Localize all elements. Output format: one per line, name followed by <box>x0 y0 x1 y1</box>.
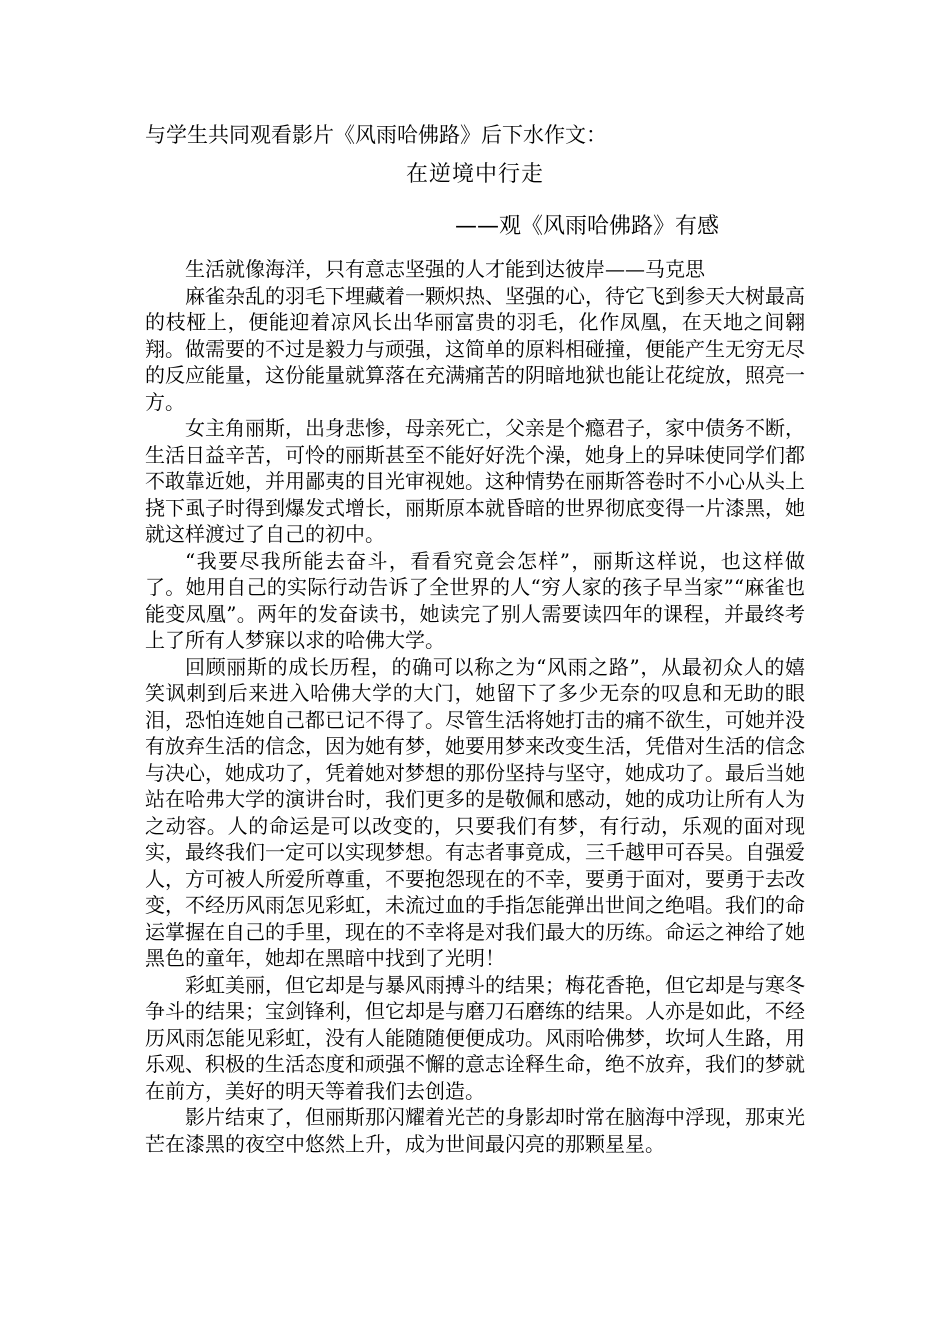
document-page <box>145 120 805 1157</box>
paragraph: 影片结束了，但丽斯那闪耀着光芒的身影却时常在脑海中浮现，那束光芒在漆黑的夜空中悠然上升，成为世间最闪亮的那颗星星。 <box>145 1105 805 1156</box>
paragraph: 麻雀杂乱的羽毛下埋藏着一颗炽热、坚强的心，待它飞到参天大树最高的枝桠上，便能迎着凉风长出华丽富贵的羽毛，化作凤凰，在天地之间翱翔。做需要的不过是毅力与顽强，这简单的原料相碰撞，便能产生无穷无尽的反应能量，这份能量就算落在充满痛苦的阴暗地狱也能让花绽放，照亮一方。 <box>145 283 805 414</box>
essay-subtitle: ——观《风雨哈佛路》有感 <box>455 214 720 239</box>
essay-title: 在逆境中行走 <box>405 162 544 187</box>
essay-body <box>145 256 805 1157</box>
paragraph: 女主角丽斯，出身悲惨，母亲死亡，父亲是个瘾君子，家中债务不断，生活日益辛苦，可怜的丽斯甚至不能好好洗个澡，她身上的异味使同学们都不敢靠近她，并用鄙夷的目光审视她。这种情势在丽斯答卷时不小心从头上挠下虱子时得到爆发式增长，丽斯原本就昏暗的世界彻底变得一片漆黑，她就这样渡过了自己的初中。 <box>145 416 805 546</box>
intro-line: 与学生共同观看影片《风雨哈佛路》后下水作文： <box>145 123 607 147</box>
paragraph: 彩虹美丽，但它却是与暴风雨搏斗的结果；梅花香艳，但它却是与寒冬争斗的结果；宝剑锋利，但它却是与磨刀石磨练的结果。人亦是如此，不经历风雨怎能见彩虹，没有人能随随便便成功。风雨哈佛梦，坎坷人生路，用乐观、积极的生活态度和顽强不懈的意志诠释生命，绝不放弃，我们的梦就在前方，美好的明天等着我们去创造。 <box>145 972 805 1103</box>
epigraph: 生活就像海洋，只有意志坚强的人才能到达彼岸——马克思 <box>185 257 705 281</box>
paragraph: “我要尽我所能去奋斗，看看究竟会怎样”，丽斯这样说，也这样做了。她用自己的实际行动告诉了全世界的人“穷人家的孩子早当家”“麻雀也能变凤凰”。两年的发奋读书，她读完了别人需要读四年的课程，并最终考上了所有人梦寐以求的哈佛大学。 <box>145 548 805 652</box>
paragraph: 回顾丽斯的成长历程，的确可以称之为“风雨之路”，从最初众人的嬉笑讽刺到后来进入哈佛大学的大门，她留下了多少无奈的叹息和无助的眼泪，恐怕连她自己都已记不得了。尽管生活将她打击的痛不欲生，可她并没有放弃生活的信念，因为她有梦，她要用梦来改变生活，凭借对生活的信念与决心，她成功了，凭着她对梦想的那份坚持与坚守，她成功了。最后当她站在哈弗大学的演讲台时，我们更多的是敬佩和感动，她的成功让所有人为之动容。人的命运是可以改变的，只要我们有梦，有行动，乐观的面对现实，最终我们一定可以实现梦想。有志者事竟成，三千越甲可吞吴。自强爱人，方可被人所爱所尊重，不要抱怨现在的不幸，要勇于面对，要勇于去改变，不经历风雨怎见彩虹，未流过血的手指怎能弹出世间之绝唱。我们的命运掌握在自己的手里，现在的不幸将是对我们最大的历练。命运之神给了她黑色的童年，她却在黑暗中找到了光明！ <box>145 654 805 970</box>
